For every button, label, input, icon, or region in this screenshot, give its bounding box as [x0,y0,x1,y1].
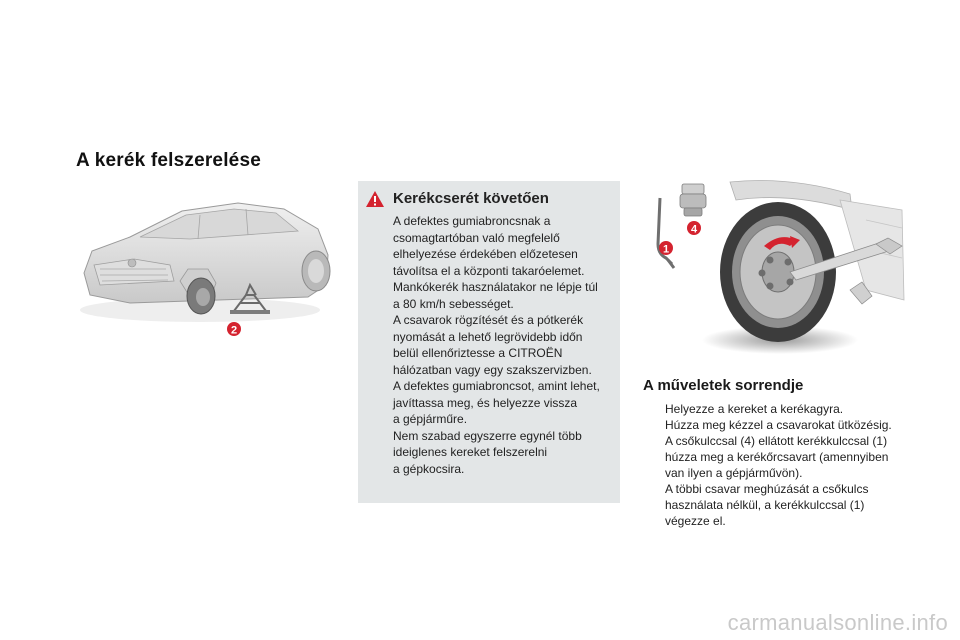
page-title: A kerék felszerelése [76,150,261,171]
warning-line: A csavarok rögzítését és a pótkerék [393,313,584,327]
callout-1: 1 [662,243,670,256]
operation-text: A csőkulccsal (4) ellátott kerékkulccsal (1) [665,434,888,448]
warning-line: a gépkocsira. [393,461,465,476]
operation-text: van ilyen a gépjárművön). [665,466,803,480]
warning-line: a gépjárműre. [393,412,468,426]
warning-line: Mankókerék használatakor ne lépje túl [393,280,598,294]
operation-text: használata nélkül, a kerékkulccsal (1) [665,498,865,512]
operation-text: A többi csavar meghúzását a csőkulcs [665,482,869,496]
operation-text: Húzza meg kézzel a csavarokat ütközésig. [665,418,892,432]
warning-icon [365,190,385,208]
warning-line: elhelyezése érdekében előzetesen [393,247,578,261]
car-jack-illustration [70,185,340,345]
warning-box [358,181,620,503]
warning-line: Nem szabad egyszerre egynél több [393,428,582,443]
warning-line: A defektes gumiabroncsot, amint lehet, [393,379,600,393]
warning-line: ideiglenes kereket felszerelni [393,445,548,459]
warning-line: távolítsa el a központi takaróelemet. [393,263,585,278]
operation-step [643,401,923,417]
warning-line: nyomását a lehető legrövidebb időn [393,329,583,344]
callout-2: 2 [230,324,238,337]
operation-text: húzza meg a kerékőrcsavart (amennyiben [665,450,889,464]
operation-step [643,481,923,529]
wheel-fitting-illustration [640,180,906,360]
watermark: carmanualsonline.info [727,610,948,635]
operation-step [643,433,923,481]
operations-title: A műveletek sorrendje [643,377,804,394]
warning-title: Kerékcserét követően [393,190,549,207]
warning-line: javíttassa meg, és helyezze vissza [393,395,578,410]
operation-text: Helyezze a kereket a kerékagyra. [665,402,844,416]
warning-line: belül ellenőriztesse a CITROËN [393,346,563,360]
warning-line: csomagtartóban való megfelelő [393,230,560,245]
warning-body [393,213,613,477]
warning-line: hálózatban vagy egy szakszervizben. [393,362,592,377]
warning-line: a 80 km/h sebességet. [393,296,514,311]
operation-step [643,417,923,433]
operation-text: végezze el. [665,514,726,528]
operations-list [643,401,923,529]
callout-4: 4 [690,223,698,236]
warning-line: A defektes gumiabroncsnak a [393,214,551,228]
